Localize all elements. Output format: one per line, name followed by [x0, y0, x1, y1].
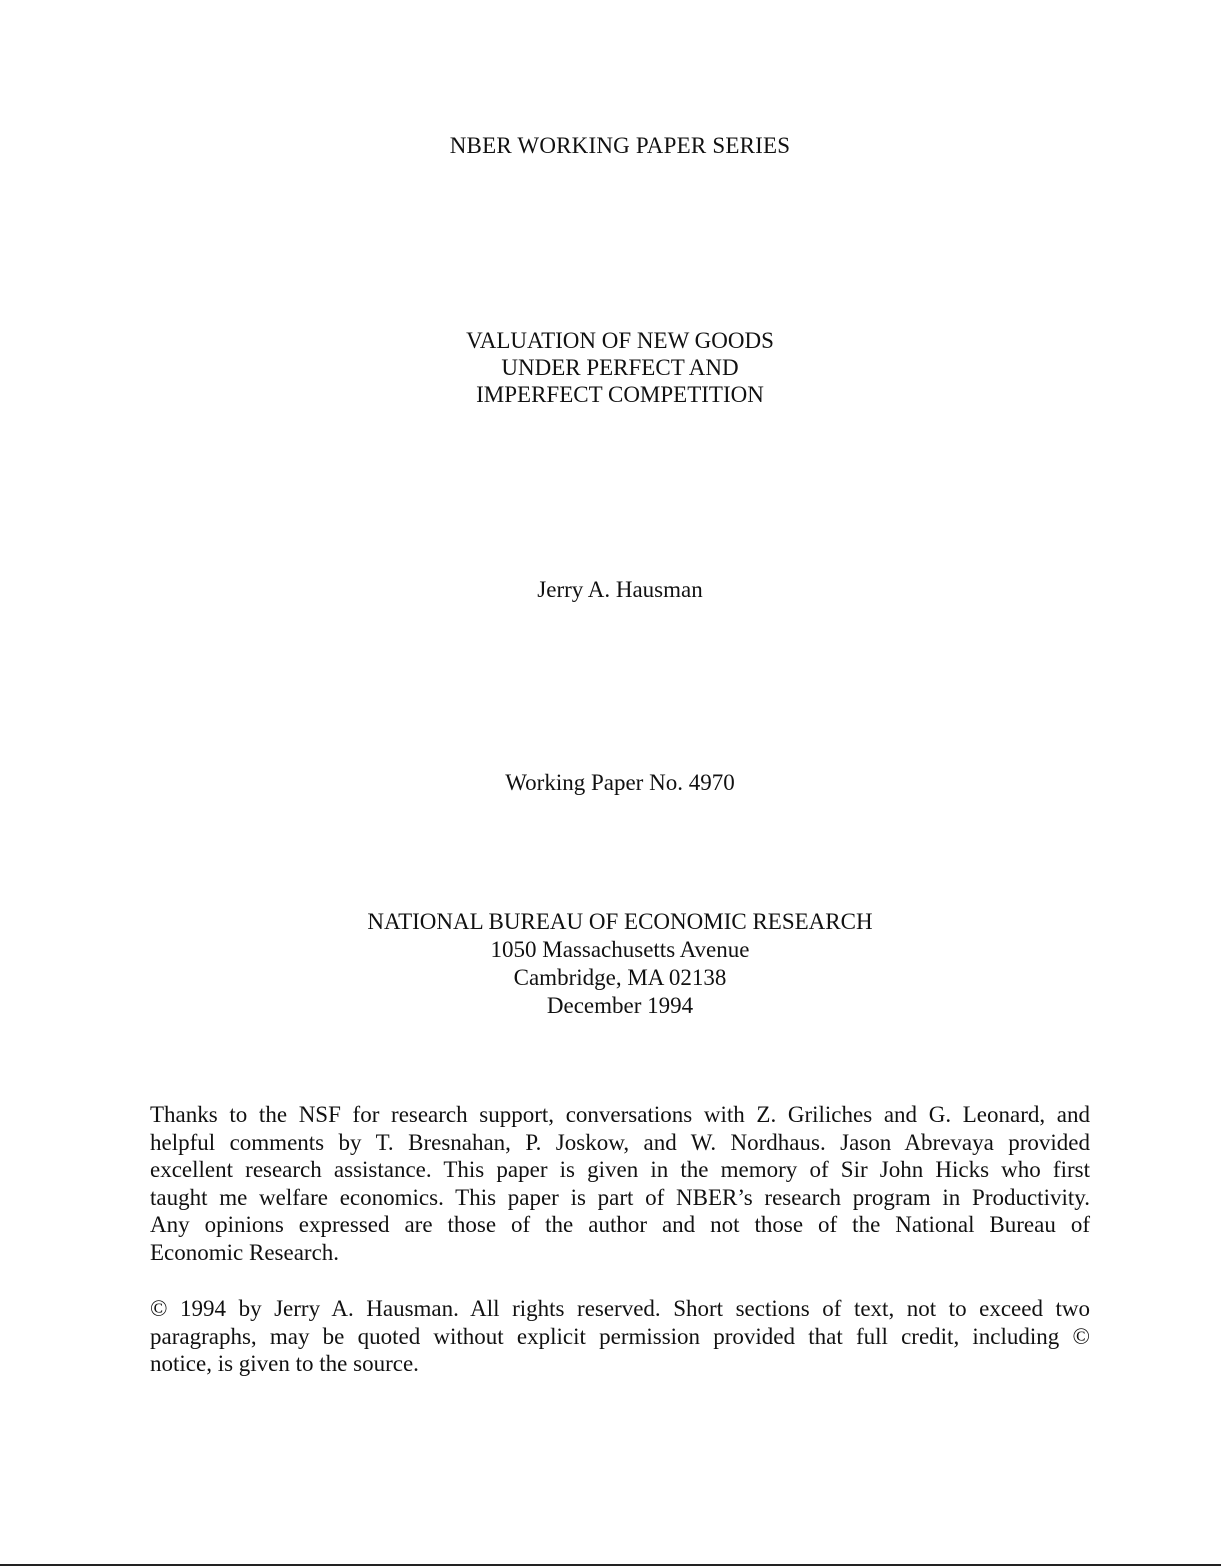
- address-line: Cambridge, MA 02138: [513, 965, 727, 990]
- paragraph-line: Thanks to the NSF for research support, conversations with Z. Griliches and G. Leonard, and: [150, 1102, 1090, 1127]
- series-heading: NBER WORKING PAPER SERIES: [449, 133, 791, 158]
- institution-name: NATIONAL BUREAU OF ECONOMIC RESEARCH: [367, 909, 873, 934]
- paragraph-line: taught me welfare economics. This paper is part of NBER’s research program in Productivity.: [150, 1184, 1090, 1210]
- publication-date: December 1994: [546, 993, 694, 1018]
- paragraph-line: Any opinions expressed are those of the author and not those of the National Bureau of: [150, 1212, 1090, 1237]
- paper-title: [0, 327, 1221, 408]
- institution-block: [0, 908, 1221, 1020]
- paragraph-line: Economic Research.: [150, 1239, 340, 1265]
- paragraph-line: excellent research assistance. This paper is given in the memory of Sir John Hicks who first: [150, 1157, 1090, 1182]
- copyright-notice: [150, 1295, 1090, 1378]
- acknowledgement-paragraph: [150, 1101, 1090, 1266]
- bottom-border-line: [0, 1564, 1221, 1566]
- paragraph-line: paragraphs, may be quoted without explicit permission provided that full credit, including ©: [150, 1323, 1090, 1349]
- paragraph-line: © 1994 by Jerry A. Hausman. All rights reserved. Short sections of text, not to exceed two: [150, 1296, 1090, 1321]
- author-name: Jerry A. Hausman: [537, 577, 703, 602]
- address-line: 1050 Massachusetts Avenue: [490, 937, 750, 962]
- paragraph-line: helpful comments by T. Bresnahan, P. Joskow, and W. Nordhaus. Jason Abrevaya provided: [150, 1129, 1090, 1155]
- title-line: IMPERFECT COMPETITION: [476, 382, 764, 407]
- paragraph-line: notice, is given to the source.: [150, 1351, 419, 1376]
- title-line: UNDER PERFECT AND: [501, 355, 739, 380]
- working-paper-number: Working Paper No. 4970: [505, 770, 735, 795]
- title-line: VALUATION OF NEW GOODS: [466, 328, 774, 353]
